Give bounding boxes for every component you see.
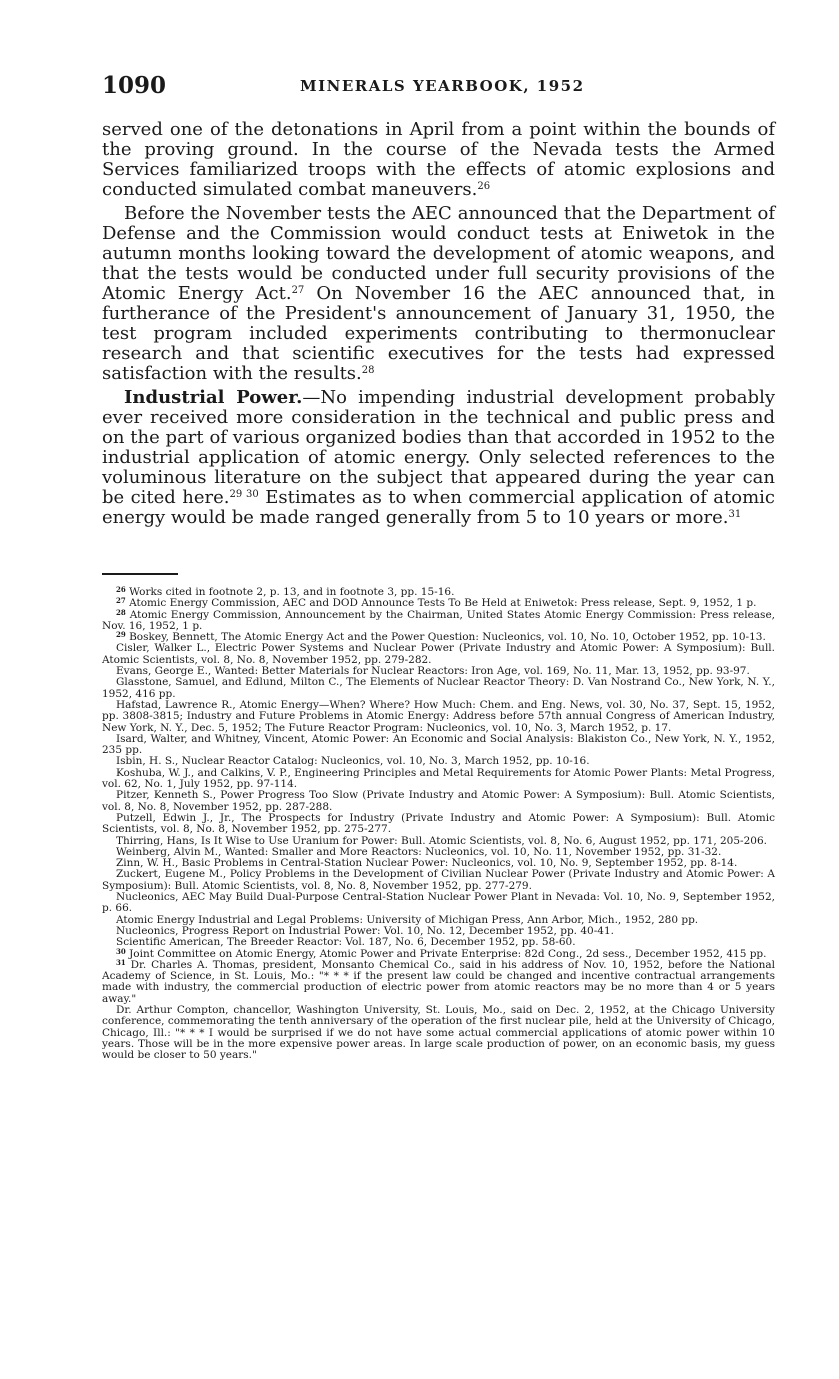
footnote-text: Pitzer, Kenneth S., Power Progress Too Slow (Private Industry and Atomic Power: A Symposium): Bull. Atomic Scientists, vol. 8, No. 8, November 1952, pp. 287-288. [102, 789, 775, 813]
footnote-mark: 26 [116, 585, 126, 594]
page-number: 1090 [102, 72, 167, 99]
section-heading-industrial-power: Industrial Power. [124, 387, 303, 408]
footnote-ref-29-30: 29 30 [229, 489, 259, 500]
footnote-mark: 29 [116, 630, 126, 640]
paragraph-3-text-b: Estimates as to when commercial application of atomic energy would be made ranged generally from 5 to 10 years or more. [102, 487, 776, 528]
paragraph-2 [102, 204, 775, 384]
footnote-entry [102, 607, 775, 633]
footnote-entry [102, 813, 775, 836]
footnote-text: Dr. Charles A. Thomas, president, Monsanto Chemical Co., said in his address of Nov. 10, 1952, before the National Academy of Science, in St. Louis, Mo.: "* * * if the present law could be changed and incentive contractual arrangements made with industry, the commercial production of electric power from atomic reactors may be no more than 4 or 5 years away." [102, 958, 776, 1005]
footnote-ref-26: 26 [477, 181, 491, 192]
footnote-ref-28: 28 [361, 365, 375, 376]
footnote-text: Zinn, W. H., Basic Problems in Central-Station Nuclear Power: Nucleonics, vol. 10, No. 9, September 1952, pp. 8-14. [116, 857, 738, 870]
paragraph-3-text-a: —No impending industrial development probably ever received more consideration in the technical and public press and on the part of various organized bodies than that accorded in 1952 to the industrial application of atomic energy. Only selected references to the voluminous literature on the subject that appeared during the year can be cited here. [102, 387, 775, 508]
footnote-entry [102, 734, 775, 757]
footnote-text: Koshuba, W. J., and Calkins, V. P., Engineering Principles and Metal Requirements for Atomic Power Plants: Metal Progress, vol. 62, No. 1, July 1952, pp. 97-114. [102, 766, 775, 791]
footnote-text: Scientific American, The Breeder Reactor: Vol. 187, No. 6, December 1952, pp. 58-60. [116, 936, 576, 949]
footnote-entry [102, 1005, 775, 1061]
footnote-text: Atomic Energy Industrial and Legal Problems: University of Michigan Press, Ann Arbor, Mich., 1952, 280 pp. [116, 913, 699, 926]
footnote-text: Zuckert, Eugene M., Policy Problems in the Development of Civilian Nuclear Power (Private Industry and Atomic Power: A Symposium): Bull. Atomic Scientists, vol. 8, No. 8, November 1952, pp. 277-279. [102, 868, 775, 892]
footnote-mark: 27 [116, 596, 126, 606]
footnote-text: Dr. Arthur Compton, chancellor, Washington University, St. Louis, Mo., said on Dec. 2, 1952, at the Chicago University conference, commemorating the tenth anniversary of the operation of the first nuclear pile, held at the University of Chicago, Chicago, Ill.: "* * * I would be surprised if we do not have some actual commercial applications of atomic power within 10 years. Those will be in the more expensive power areas. In large scale production of power, on an economic basis, my guess would be closer to 50 years." [102, 1003, 775, 1062]
footnote-text: Cisler, Walker L., Electric Power Systems and Nuclear Power (Private Industry and Atomic Power: A Symposium): Bull. Atomic Scientists, vol. 8, No. 8, November 1952, pp. 279-282. [102, 642, 775, 666]
footnote-entry [102, 790, 775, 813]
footnote-mark: 28 [116, 607, 126, 617]
footnote-entry [102, 768, 775, 791]
footnote-entry [102, 643, 775, 666]
footnote-text: Thirring, Hans, Is It Wise to Use Uranium for Power: Bull. Atomic Scientists, vol. 8, No. 6, August 1952, pp. 171, 205-206. [116, 834, 767, 847]
footnote-text: Atomic Energy Commission, Announcement by the Chairman, United States Atomic Energy Commission: Press release, Nov. 16, 1952, 1 p. [102, 608, 775, 632]
footnote-entry [102, 892, 775, 915]
footnote-text: Hafstad, Lawrence R., Atomic Energy—When? Where? How Much: Chem. and Eng. News, vol. 30, No. 37, Sept. 15, 1952, pp. 3808-3815; Industry and Future Problems in Atomic Energy: Address before 57th annual Congress of American Industry, New York, N. Y., Dec. 5, 1952; The Future Reactor Program: Nucleonics, vol. 10, No. 3, March 1952, p. 17. [102, 698, 775, 734]
footnote-entry [102, 869, 775, 892]
paragraph-1 [102, 120, 775, 200]
footnote-text: Boskey, Bennett, The Atomic Energy Act and the Power Question: Nucleonics, vol. 10, No. 10, October 1952, pp. 10-13. [129, 631, 766, 644]
footnote-entry [102, 700, 775, 734]
footnote-text: Weinberg, Alvin M., Wanted: Smaller and More Reactors: Nucleonics, vol. 10, No. 11, November 1952, pp. 31-32. [116, 845, 722, 858]
body-text [102, 120, 775, 532]
running-head: MINERALS YEARBOOK, 1952 [300, 77, 585, 95]
footnote-text: Works cited in footnote 2, p. 13, and in footnote 3, pp. 15-16. [129, 586, 455, 598]
footnote-text: Joint Committee on Atomic Energy, Atomic Power and Private Enterprise: 82d Cong., 2d sess., December 1952, 415 pp. [129, 947, 767, 960]
footnote-text: Evans, George E., Wanted: Better Materials for Nuclear Reactors: Iron Age, vol. 169, No. 11, Mar. 13, 1952, pp. 93-97. [116, 665, 750, 678]
footnote-ref-31: 31 [728, 509, 742, 520]
footnote-mark: 30 [116, 946, 126, 956]
paragraph-3 [102, 388, 775, 528]
footnote-ref-27: 27 [291, 285, 305, 296]
footnote-text: Nucleonics, Progress Report on Industrial Power: Vol. 10, No. 12, December 1952, pp. 40-41. [116, 924, 614, 937]
footnote-text: Atomic Energy Commission, AEC and DOD Announce Tests To Be Held at Eniwetok: Press release, Sept. 9, 1952, 1 p. [129, 597, 757, 610]
paragraph-2-text-a: Before the November tests the AEC announced that the Department of Defense and the Commission would conduct tests at Eniwetok in the autumn months looking toward the development of atomic weapons, and that the tests would be conducted under full security provisions of the Atomic Energy Act. [102, 203, 775, 304]
footnotes [102, 587, 775, 1061]
paragraph-2-text-b: On November 16 the AEC announced that, in furtherance of the President's announcement of January 31, 1950, the test program included experiments contributing to thermonuclear research and that scientific executives for the tests had expressed satisfaction with the results. [102, 283, 775, 384]
footnote-text: Glasstone, Samuel, and Edlund, Milton C., The Elements of Nuclear Reactor Theory: D. Van Nostrand Co., New York, N. Y., 1952, 416 pp. [102, 676, 775, 700]
footnote-text: Isbin, H. S., Nuclear Reactor Catalog: Nucleonics, vol. 10, No. 3, March 1952, pp. 10-16. [116, 755, 590, 768]
footnote-divider [102, 573, 178, 575]
footnote-entry [102, 957, 776, 1005]
page-header [102, 72, 775, 100]
footnote-text: Isard, Walter, and Whitney, Vincent, Atomic Power: An Economic and Social Analysis: Blakiston Co., New York, N. Y., 1952, 235 pp. [102, 732, 775, 757]
footnote-text: Nucleonics, AEC May Build Dual-Purpose Central-Station Nuclear Power Plant in Nevada: Vol. 10, No. 9, September 1952, p. 66. [102, 891, 775, 915]
paragraph-1-text: served one of the detonations in April from a point within the bounds of the proving ground. In the course of the Nevada tests the Armed Services familiarized troops with the effects of atomic explosions and conducted simulated combat maneuvers. [102, 119, 775, 200]
footnote-entry [102, 677, 775, 700]
footnote-text: Putzell, Edwin J., Jr., The Prospects for Industry (Private Industry and Atomic Power: A Symposium): Bull. Atomic Scientists, vol. 8, No. 8, November 1952, pp. 275-277. [102, 811, 775, 836]
footnote-mark: 31 [116, 957, 126, 967]
